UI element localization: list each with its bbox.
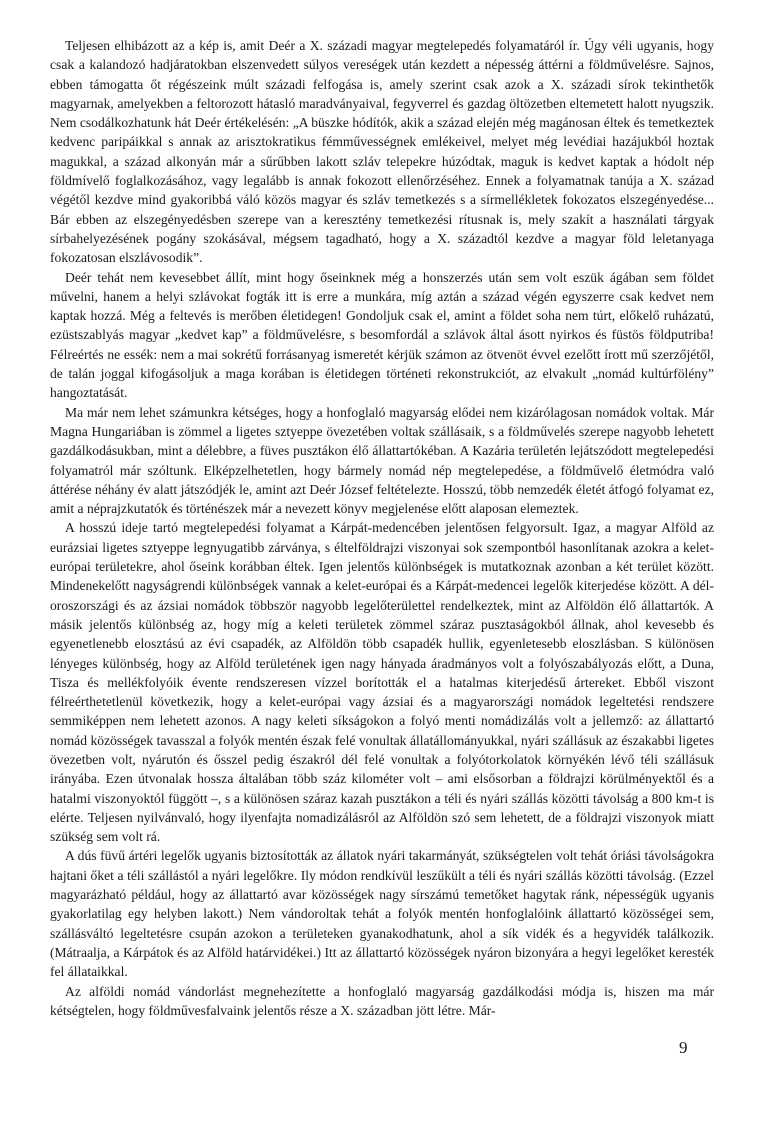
paragraph-1: Teljesen elhibázott az a kép is, amit Deér a X. századi magyar megtelepedés folyamatáról ír. Úgy véli ugyanis, hogy csak a kalandozó hadjáratokban elszenvedett súlyos vereségek után kezdett a népesség áttérni a földművelésre. Sajnos, ebben támogatta őt régészeink múlt századi felfogása is, amely szerint csak azok a X. századi sírok tekinthetők magyarnak, amelyekben a feltorozott hátasló maradványaival, fegyverrel és gazdag öltözetben eltemetett halott nyugszik. Nem csodálkozhatunk hát Deér értékelésén: „A büszke hódítók, akik a század elején még magánosan éltek és temetkeztek kedvenc paripáikkal s annak az arisztokratikus fémművességnek emlékeivel, melyet még levédiai hazájukból hoztak magukkal, a század alkonyán már a sűrűbben lakott szláv telepekre húzódtak, maguk is kedvet kaptak a hódolt nép földmívelő foglalkozásához, vagy legalább is annak fokozott ellenőrzéséhez. Ennek a folyamatnak tanúja a X. század végétől kezdve mind gyakoribbá váló közös magyar és szláv temetkezés s a sírmellékletek fokozatos elszegényedése... Bár ebben az elszegényedésben szerepe van a keresztény temetkezési rítusnak is, mely szakít a használati tárgyak sírbahelyezésének pogány szokásával, mégsem tagadható, hogy a X. századtól kezdve a magyar föld leletanyaga fokozatosan elszlávosodik”.: [50, 38, 714, 266]
paragraph-6: Az alföldi nomád vándorlást megnehezítette a honfoglaló magyarság gazdálkodási módja is, hiszen ma már kétségtelen, hogy földművesfalvaink jelentős része a X. században jött létre. Már-: [50, 983, 714, 1018]
page-number: 9: [679, 1038, 688, 1057]
paragraph-5: A dús füvű ártéri legelők ugyanis biztosították az állatok nyári takarmányát, szükségtelen volt tehát óriási távolságokra hajtani őket a téli szállástól a nyári legelőkre. Ily módon rendkívül leszűkült a téli és nyári szállás közötti távolság. (Ezzel magyarázható például, hogy az állattartó avar közösségek nagy sírszámú temetőket hagytak ránk, népességük ugyanis gyakorlatilag egy helyben lakott.) Nem vándoroltak tehát a folyók mentén honfoglalóink állattartó közösségei sem, szállásváltó legeltetésre csupán azokon a területeken gyanakodhatunk, ahol a sík vidék és a hegyvidék találkozik. (Mátraalja, a Kárpátok és az Alföld határvidékei.) Itt az állattartó közösségek nyáron bizonyára a hegyi legelőket keresték fel állataikkal.: [50, 848, 714, 980]
paragraph-4: A hosszú ideje tartó megtelepedési folyamat a Kárpát-medencében jelentősen felgyorsult. Igaz, a magyar Alföld az eurázsiai ligetes sztyeppe legnyugatibb zárványa, s éltelföldrajzi viszonyai sok szempontból hasonlítanak azokra a kelet-európai területekre, ahol őseink korábban éltek. Igen jelentős különbségek is mutatkoznak azonban a két terület között. Mindenekelőtt nagyságrendi különbségek vannak a kelet-európai és a Kárpát-medencei legelők kiterjedése között. A dél-oroszországi és az ázsiai nomádok többször nagyobb legelőterülettel rendelkeztek, mint az Alföldön élő állattartók. A másik jelentős különbség az, hogy míg a keleti területek zömmel száraz pusztaságokból állnak, ahol kevesebb és egyenetlenebb elosztású az évi csapadék, az Alföldön több csapadék hullik, egyenletesebb eloszlásban. S különösen lényeges különbség, hogy az Alföld területének igen nagy hányada áradmányos volt a folyószabályozás előtt, a Duna, Tisza és mellékfolyóik évente rendszeresen vízzel borították el a hatalmas kiterjedésű ártereket. Ebből viszont félreérthetetlenül következik, hogy a kelet-európai vagy ázsiai és a magyarországi nomádok legeltetési rendszere semmiképpen nem lehetett azonos. A nagy keleti síkságokon a folyó menti nomádizálás volt a jellemző: az állattartó nomád közösségek tavasszal a folyók mentén észak felé vonultak állatállományukkal, nyári szállásuk az északabbi ligetes övezetben volt, nyárutón és ősszel pedig északról dél felé vonultak a folyótorkolatok környékén lévő téli szállásuk irányába. Ezen útvonalak hossza általában több száz kilométer volt – ami elsősorban a földrajzi körülményektől és a hatalmi viszonyoktól függött –, s a különösen száraz kazah pusztákon a téli és nyári szállás közötti távolság a 800 km-t is elérte. Teljesen nyilvánvaló, hogy ilyenfajta nomadizálásról az Alföldön szó sem lehetett, de a földrajzi viszonyok miatt szükség sem volt rá.: [50, 520, 714, 845]
document-page: [50, 36, 714, 1020]
paragraph-2: Deér tehát nem kevesebbet állít, mint hogy őseinknek még a honszerzés után sem volt eszük ágában sem földet művelni, hanem a helyi szlávokat fogták itt is erre a munkára, míg aztán a század végén egyszerre csak kedvet nem kaptak hozzá. Még a feltevés is merőben életidegen! Gondoljuk csak el, amint a földet soha nem túrt, előkelő ruházatú, ezüstszablyás magyar „kedvet kap” a földművelésre, s besomfordál a szlávok által ásott nyirkos és füstös földputriba! Félreértés ne essék: nem a mai sokrétű forrásanyag ismeretét kérjük számon az ötvenöt évvel ezelőtt írott mű szerzőjétől, de talán joggal kifogásoljuk a maga korában is életidegen történeti rekonstrukciót, az elvakult „nomád kultúrfölény” hangoztatását.: [50, 269, 714, 401]
paragraph-3: Ma már nem lehet számunkra kétséges, hogy a honfoglaló magyarság elődei nem kizárólagosan nomádok voltak. Már Magna Hungariában is zömmel a ligetes sztyeppe övezetében voltak szállásaik, s a földművelés szerepe nagyobb lehetett gazdálkodásukban, mint a délebbre, a füves pusztákon élő állattartókéban. A Kazária területén lejátszódott megtelepedési folyamatról már szóltunk. Elképzelhetetlen, hogy bármely nomád nép megtelepedése, a földművelő életmódra való áttérése néhány év alatt játszódjék le, amint azt Deér József feltételezte. Hosszú, több nemzedék életét átfogó folyamat ez, amit a néprajzkutatók és történészek már a nevezett könyv megjelenése előtt alaposan elemeztek.: [50, 404, 714, 517]
